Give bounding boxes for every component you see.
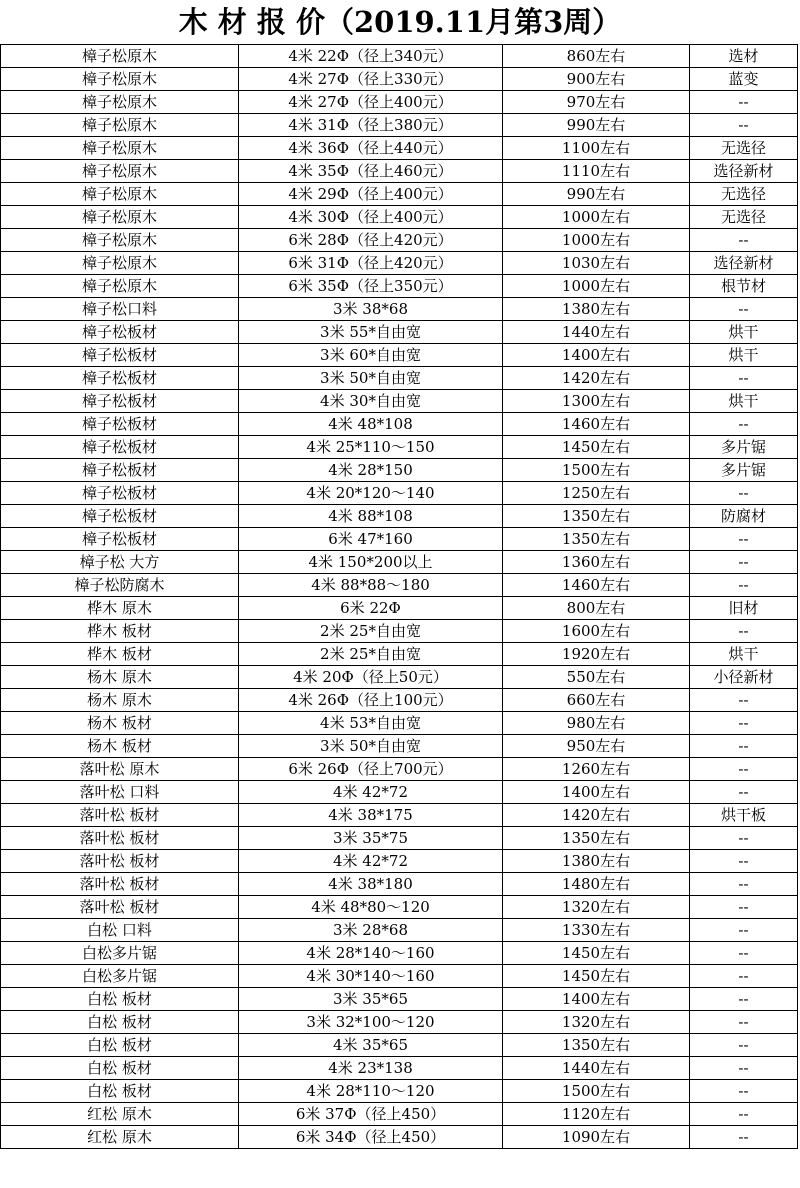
note-cell: 无选径	[690, 137, 798, 160]
spec-cell: 4米 23*138	[239, 1057, 503, 1080]
wood-type-cell: 落叶松 板材	[1, 896, 239, 919]
wood-type-cell: 落叶松 原木	[1, 758, 239, 781]
spec-cell: 4米 20Φ（径上50元）	[239, 666, 503, 689]
wood-type-cell: 樟子松原木	[1, 160, 239, 183]
wood-type-cell: 白松多片锯	[1, 942, 239, 965]
price-cell: 1110左右	[503, 160, 690, 183]
table-row	[1, 298, 798, 321]
spec-cell: 6米 28Φ（径上420元）	[239, 229, 503, 252]
note-cell: 无选径	[690, 206, 798, 229]
price-cell: 550左右	[503, 666, 690, 689]
spec-cell: 6米 31Φ（径上420元）	[239, 252, 503, 275]
wood-type-cell: 红松 原木	[1, 1126, 239, 1149]
price-cell: 1380左右	[503, 298, 690, 321]
note-cell: --	[690, 114, 798, 137]
note-cell: --	[690, 689, 798, 712]
spec-cell: 4米 28*110～120	[239, 1080, 503, 1103]
price-cell: 1400左右	[503, 344, 690, 367]
spec-cell: 4米 28*150	[239, 459, 503, 482]
table-row	[1, 505, 798, 528]
spec-cell: 3米 38*68	[239, 298, 503, 321]
spec-cell: 4米 29Φ（径上400元）	[239, 183, 503, 206]
spec-cell: 4米 31Φ（径上380元）	[239, 114, 503, 137]
spec-cell: 4米 150*200以上	[239, 551, 503, 574]
price-cell: 1440左右	[503, 1057, 690, 1080]
table-row	[1, 367, 798, 390]
note-cell: 根节材	[690, 275, 798, 298]
price-cell: 1450左右	[503, 965, 690, 988]
price-cell: 1450左右	[503, 942, 690, 965]
spec-cell: 4米 27Φ（径上400元）	[239, 91, 503, 114]
wood-type-cell: 桦木 原木	[1, 597, 239, 620]
table-row	[1, 896, 798, 919]
price-cell: 1420左右	[503, 804, 690, 827]
wood-type-cell: 樟子松原木	[1, 114, 239, 137]
price-cell: 1400左右	[503, 781, 690, 804]
table-row	[1, 1103, 798, 1126]
wood-type-cell: 樟子松板材	[1, 344, 239, 367]
wood-type-cell: 樟子松原木	[1, 252, 239, 275]
wood-type-cell: 白松 板材	[1, 988, 239, 1011]
price-cell: 1380左右	[503, 850, 690, 873]
spec-cell: 6米 35Φ（径上350元）	[239, 275, 503, 298]
wood-type-cell: 桦木 板材	[1, 620, 239, 643]
spec-cell: 3米 50*自由宽	[239, 735, 503, 758]
spec-cell: 4米 22Φ（径上340元）	[239, 45, 503, 68]
wood-type-cell: 樟子松板材	[1, 528, 239, 551]
note-cell: 旧材	[690, 597, 798, 620]
note-cell: --	[690, 620, 798, 643]
price-cell: 1260左右	[503, 758, 690, 781]
table-row	[1, 321, 798, 344]
table-row	[1, 850, 798, 873]
table-row	[1, 1011, 798, 1034]
spec-cell: 6米 37Φ（径上450）	[239, 1103, 503, 1126]
wood-type-cell: 樟子松 大方	[1, 551, 239, 574]
note-cell: 选径新材	[690, 160, 798, 183]
note-cell: --	[690, 482, 798, 505]
price-cell: 1000左右	[503, 275, 690, 298]
price-cell: 980左右	[503, 712, 690, 735]
wood-type-cell: 白松 口料	[1, 919, 239, 942]
wood-type-cell: 樟子松板材	[1, 436, 239, 459]
price-cell: 1450左右	[503, 436, 690, 459]
price-cell: 1360左右	[503, 551, 690, 574]
price-cell: 1300左右	[503, 390, 690, 413]
spec-cell: 4米 30*140～160	[239, 965, 503, 988]
spec-cell: 4米 88*108	[239, 505, 503, 528]
spec-cell: 4米 26Φ（径上100元）	[239, 689, 503, 712]
price-cell: 970左右	[503, 91, 690, 114]
table-row	[1, 206, 798, 229]
table-row	[1, 919, 798, 942]
table-row	[1, 137, 798, 160]
table-row	[1, 45, 798, 68]
wood-type-cell: 白松 板材	[1, 1080, 239, 1103]
spec-cell: 6米 34Φ（径上450）	[239, 1126, 503, 1149]
price-cell: 1920左右	[503, 643, 690, 666]
wood-type-cell: 杨木 板材	[1, 712, 239, 735]
note-cell: --	[690, 919, 798, 942]
table-row	[1, 91, 798, 114]
note-cell: --	[690, 1011, 798, 1034]
table-row	[1, 712, 798, 735]
note-cell: --	[690, 873, 798, 896]
table-row	[1, 1057, 798, 1080]
spec-cell: 4米 88*88～180	[239, 574, 503, 597]
wood-type-cell: 樟子松板材	[1, 505, 239, 528]
note-cell: --	[690, 1057, 798, 1080]
price-table-body	[1, 45, 798, 1149]
spec-cell: 3米 32*100～120	[239, 1011, 503, 1034]
table-row	[1, 804, 798, 827]
table-row	[1, 482, 798, 505]
price-cell: 1320左右	[503, 1011, 690, 1034]
price-cell: 1460左右	[503, 574, 690, 597]
wood-type-cell: 樟子松板材	[1, 321, 239, 344]
note-cell: 烘干	[690, 344, 798, 367]
spec-cell: 4米 48*80～120	[239, 896, 503, 919]
note-cell: 多片锯	[690, 436, 798, 459]
table-row	[1, 68, 798, 91]
note-cell: --	[690, 1034, 798, 1057]
price-cell: 1000左右	[503, 206, 690, 229]
price-cell: 1000左右	[503, 229, 690, 252]
table-row	[1, 620, 798, 643]
price-cell: 1120左右	[503, 1103, 690, 1126]
note-cell: --	[690, 551, 798, 574]
wood-type-cell: 樟子松防腐木	[1, 574, 239, 597]
note-cell: 烘干	[690, 390, 798, 413]
note-cell: 防腐材	[690, 505, 798, 528]
table-row	[1, 252, 798, 275]
wood-type-cell: 樟子松原木	[1, 137, 239, 160]
wood-type-cell: 樟子松原木	[1, 275, 239, 298]
wood-type-cell: 樟子松原木	[1, 68, 239, 91]
spec-cell: 3米 28*68	[239, 919, 503, 942]
note-cell: --	[690, 735, 798, 758]
price-cell: 1100左右	[503, 137, 690, 160]
wood-type-cell: 桦木 板材	[1, 643, 239, 666]
spec-cell: 4米 28*140～160	[239, 942, 503, 965]
note-cell: 多片锯	[690, 459, 798, 482]
price-cell: 1350左右	[503, 505, 690, 528]
note-cell: --	[690, 574, 798, 597]
wood-type-cell: 落叶松 板材	[1, 827, 239, 850]
table-row	[1, 1080, 798, 1103]
price-cell: 1480左右	[503, 873, 690, 896]
wood-type-cell: 樟子松原木	[1, 229, 239, 252]
price-cell: 1350左右	[503, 827, 690, 850]
wood-type-cell: 红松 原木	[1, 1103, 239, 1126]
wood-type-cell: 落叶松 板材	[1, 850, 239, 873]
table-row	[1, 827, 798, 850]
spec-cell: 6米 26Φ（径上700元）	[239, 758, 503, 781]
note-cell: --	[690, 712, 798, 735]
spec-cell: 3米 55*自由宽	[239, 321, 503, 344]
table-row	[1, 597, 798, 620]
table-row	[1, 965, 798, 988]
note-cell: 选径新材	[690, 252, 798, 275]
wood-type-cell: 樟子松原木	[1, 206, 239, 229]
price-cell: 1460左右	[503, 413, 690, 436]
table-row	[1, 413, 798, 436]
table-row	[1, 689, 798, 712]
wood-type-cell: 杨木 原木	[1, 689, 239, 712]
spec-cell: 4米 30*自由宽	[239, 390, 503, 413]
price-cell: 1500左右	[503, 459, 690, 482]
price-cell: 990左右	[503, 183, 690, 206]
note-cell: --	[690, 229, 798, 252]
price-cell: 1350左右	[503, 528, 690, 551]
table-row	[1, 873, 798, 896]
price-cell: 660左右	[503, 689, 690, 712]
table-row	[1, 1126, 798, 1149]
note-cell: --	[690, 942, 798, 965]
spec-cell: 4米 30Φ（径上400元）	[239, 206, 503, 229]
wood-type-cell: 樟子松板材	[1, 367, 239, 390]
price-cell: 950左右	[503, 735, 690, 758]
wood-type-cell: 杨木 板材	[1, 735, 239, 758]
wood-type-cell: 白松多片锯	[1, 965, 239, 988]
note-cell: --	[690, 413, 798, 436]
spec-cell: 6米 22Φ	[239, 597, 503, 620]
note-cell: --	[690, 528, 798, 551]
spec-cell: 4米 38*175	[239, 804, 503, 827]
table-row	[1, 1034, 798, 1057]
spec-cell: 4米 20*120～140	[239, 482, 503, 505]
note-cell: --	[690, 988, 798, 1011]
wood-type-cell: 樟子松板材	[1, 459, 239, 482]
price-cell: 1250左右	[503, 482, 690, 505]
price-cell: 800左右	[503, 597, 690, 620]
wood-type-cell: 白松 板材	[1, 1011, 239, 1034]
table-row	[1, 160, 798, 183]
table-row	[1, 758, 798, 781]
table-row	[1, 528, 798, 551]
note-cell: --	[690, 965, 798, 988]
price-cell: 1600左右	[503, 620, 690, 643]
wood-type-cell: 落叶松 口料	[1, 781, 239, 804]
note-cell: --	[690, 91, 798, 114]
price-cell: 1400左右	[503, 988, 690, 1011]
spec-cell: 4米 42*72	[239, 781, 503, 804]
note-cell: --	[690, 827, 798, 850]
note-cell: 无选径	[690, 183, 798, 206]
spec-cell: 2米 25*自由宽	[239, 643, 503, 666]
table-row	[1, 390, 798, 413]
note-cell: --	[690, 1126, 798, 1149]
table-row	[1, 643, 798, 666]
price-cell: 1440左右	[503, 321, 690, 344]
wood-type-cell: 樟子松口料	[1, 298, 239, 321]
price-cell: 860左右	[503, 45, 690, 68]
spec-cell: 4米 35*65	[239, 1034, 503, 1057]
wood-type-cell: 落叶松 板材	[1, 873, 239, 896]
wood-type-cell: 樟子松原木	[1, 91, 239, 114]
spec-cell: 3米 35*75	[239, 827, 503, 850]
wood-type-cell: 樟子松原木	[1, 183, 239, 206]
note-cell: --	[690, 758, 798, 781]
note-cell: --	[690, 781, 798, 804]
page-title: 木 材 报 价（2019.11月第3周）	[178, 5, 622, 39]
note-cell: --	[690, 1080, 798, 1103]
table-row	[1, 666, 798, 689]
spec-cell: 4米 35Φ（径上460元）	[239, 160, 503, 183]
price-cell: 1350左右	[503, 1034, 690, 1057]
spec-cell: 4米 53*自由宽	[239, 712, 503, 735]
table-row	[1, 942, 798, 965]
wood-type-cell: 樟子松板材	[1, 482, 239, 505]
table-row	[1, 988, 798, 1011]
note-cell: --	[690, 850, 798, 873]
price-cell: 990左右	[503, 114, 690, 137]
spec-cell: 3米 50*自由宽	[239, 367, 503, 390]
price-table	[0, 44, 798, 1149]
note-cell: 蓝变	[690, 68, 798, 91]
spec-cell: 3米 35*65	[239, 988, 503, 1011]
price-cell: 1420左右	[503, 367, 690, 390]
note-cell: 选材	[690, 45, 798, 68]
table-row	[1, 735, 798, 758]
spec-cell: 4米 25*110～150	[239, 436, 503, 459]
table-row	[1, 781, 798, 804]
wood-type-cell: 白松 板材	[1, 1057, 239, 1080]
note-cell: --	[690, 298, 798, 321]
table-row	[1, 459, 798, 482]
wood-type-cell: 白松 板材	[1, 1034, 239, 1057]
spec-cell: 4米 27Φ（径上330元）	[239, 68, 503, 91]
price-cell: 1090左右	[503, 1126, 690, 1149]
note-cell: 烘干板	[690, 804, 798, 827]
note-cell: 烘干	[690, 643, 798, 666]
wood-type-cell: 樟子松板材	[1, 413, 239, 436]
table-row	[1, 114, 798, 137]
table-row	[1, 574, 798, 597]
note-cell: 烘干	[690, 321, 798, 344]
spec-cell: 4米 42*72	[239, 850, 503, 873]
note-cell: --	[690, 1103, 798, 1126]
table-row	[1, 183, 798, 206]
spec-cell: 3米 60*自由宽	[239, 344, 503, 367]
price-cell: 900左右	[503, 68, 690, 91]
price-cell: 1330左右	[503, 919, 690, 942]
spec-cell: 6米 47*160	[239, 528, 503, 551]
table-row	[1, 344, 798, 367]
table-row	[1, 229, 798, 252]
spec-cell: 4米 48*108	[239, 413, 503, 436]
price-cell: 1500左右	[503, 1080, 690, 1103]
wood-type-cell: 樟子松原木	[1, 45, 239, 68]
note-cell: 小径新材	[690, 666, 798, 689]
price-cell: 1320左右	[503, 896, 690, 919]
note-cell: --	[690, 896, 798, 919]
wood-type-cell: 落叶松 板材	[1, 804, 239, 827]
note-cell: --	[690, 367, 798, 390]
spec-cell: 2米 25*自由宽	[239, 620, 503, 643]
wood-type-cell: 杨木 原木	[1, 666, 239, 689]
table-row	[1, 275, 798, 298]
spec-cell: 4米 36Φ（径上440元）	[239, 137, 503, 160]
spec-cell: 4米 38*180	[239, 873, 503, 896]
table-row	[1, 436, 798, 459]
price-cell: 1030左右	[503, 252, 690, 275]
table-row	[1, 551, 798, 574]
wood-type-cell: 樟子松板材	[1, 390, 239, 413]
